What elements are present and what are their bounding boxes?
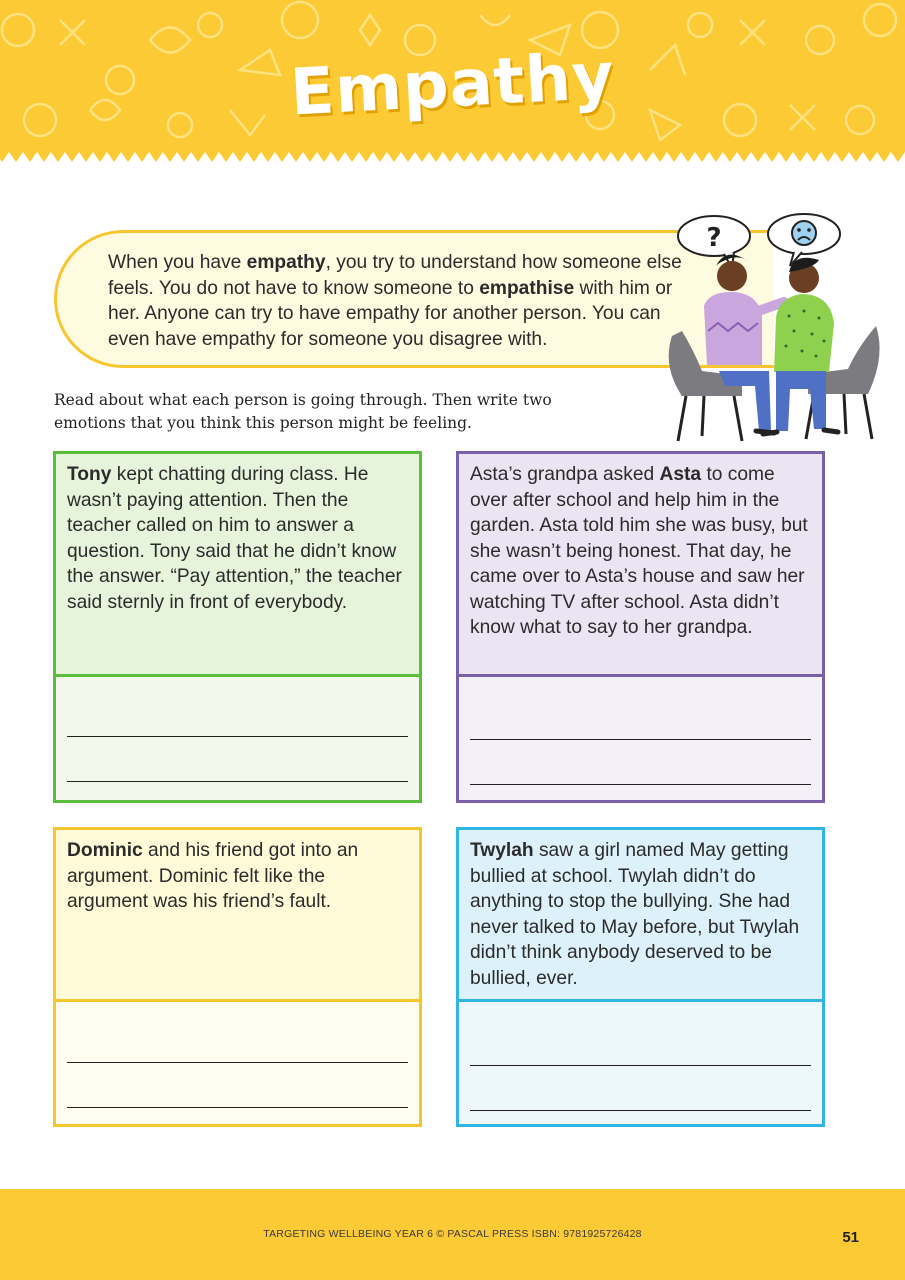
intro-text: When you have empathy, you try to understand how someone else feels. You do not have to know someone to empathise with him or her. Anyone can try to have empathy for another person. You can even have empathy for someone you disagree with.	[108, 252, 682, 350]
answer-area[interactable]	[56, 677, 419, 800]
answer-area[interactable]	[459, 677, 822, 800]
page-footer	[0, 1189, 905, 1280]
answer-line[interactable]	[470, 784, 811, 785]
header-banner	[0, 0, 905, 175]
answer-area[interactable]	[459, 1002, 822, 1124]
page-number: 51	[842, 1229, 859, 1246]
sad-face-icon	[792, 221, 816, 245]
scenario-box-twylah	[456, 827, 825, 1127]
scenario-text: Tony kept chatting during class. He wasn’t paying attention. Then the teacher called on him to answer a question. Tony said that he didn’t know the answer. “Pay attention,” the teacher said sternly in front of everybody.	[56, 454, 419, 677]
answer-line[interactable]	[470, 1110, 811, 1111]
instruction-text: Read about what each person is going through. Then write two emotions that you think this person might be feeling.	[54, 391, 552, 432]
scenario-box-tony	[53, 451, 422, 803]
right-person	[763, 258, 838, 434]
answer-line[interactable]	[67, 736, 408, 737]
scenario-text: Dominic and his friend got into an argument. Dominic felt like the argument was his friend’s fault.	[56, 830, 419, 1002]
answer-line[interactable]	[470, 739, 811, 740]
answer-area[interactable]	[56, 1002, 419, 1124]
answer-line[interactable]	[67, 1107, 408, 1108]
footer-credit: TARGETING WELLBEING YEAR 6 © PASCAL PRESS ISBN: 9781925726428	[263, 1228, 642, 1240]
answer-line[interactable]	[67, 1062, 408, 1063]
scenario-box-dominic	[53, 827, 422, 1127]
question-bubble	[678, 216, 750, 268]
svg-text:?: ?	[706, 223, 722, 253]
scenario-text: Asta’s grandpa asked Asta to come over after school and help him in the garden. Asta told him she was busy, but she wasn’t being honest. That day, he came over to Asta’s house and saw her watching TV after school. Asta didn’t know what to say to her grandpa.	[459, 454, 822, 677]
empathy-illustration	[664, 206, 884, 446]
scenario-text: Twylah saw a girl named May getting bullied at school. Twylah didn’t do anything to stop the bullying. She had never talked to May before, but Twylah didn’t think anybody deserved to be bullied, ever.	[459, 830, 822, 1002]
answer-line[interactable]	[470, 1065, 811, 1066]
left-person	[704, 255, 784, 433]
scenario-box-asta	[456, 451, 825, 803]
page-title: Empathy	[288, 39, 617, 131]
answer-line[interactable]	[67, 781, 408, 782]
